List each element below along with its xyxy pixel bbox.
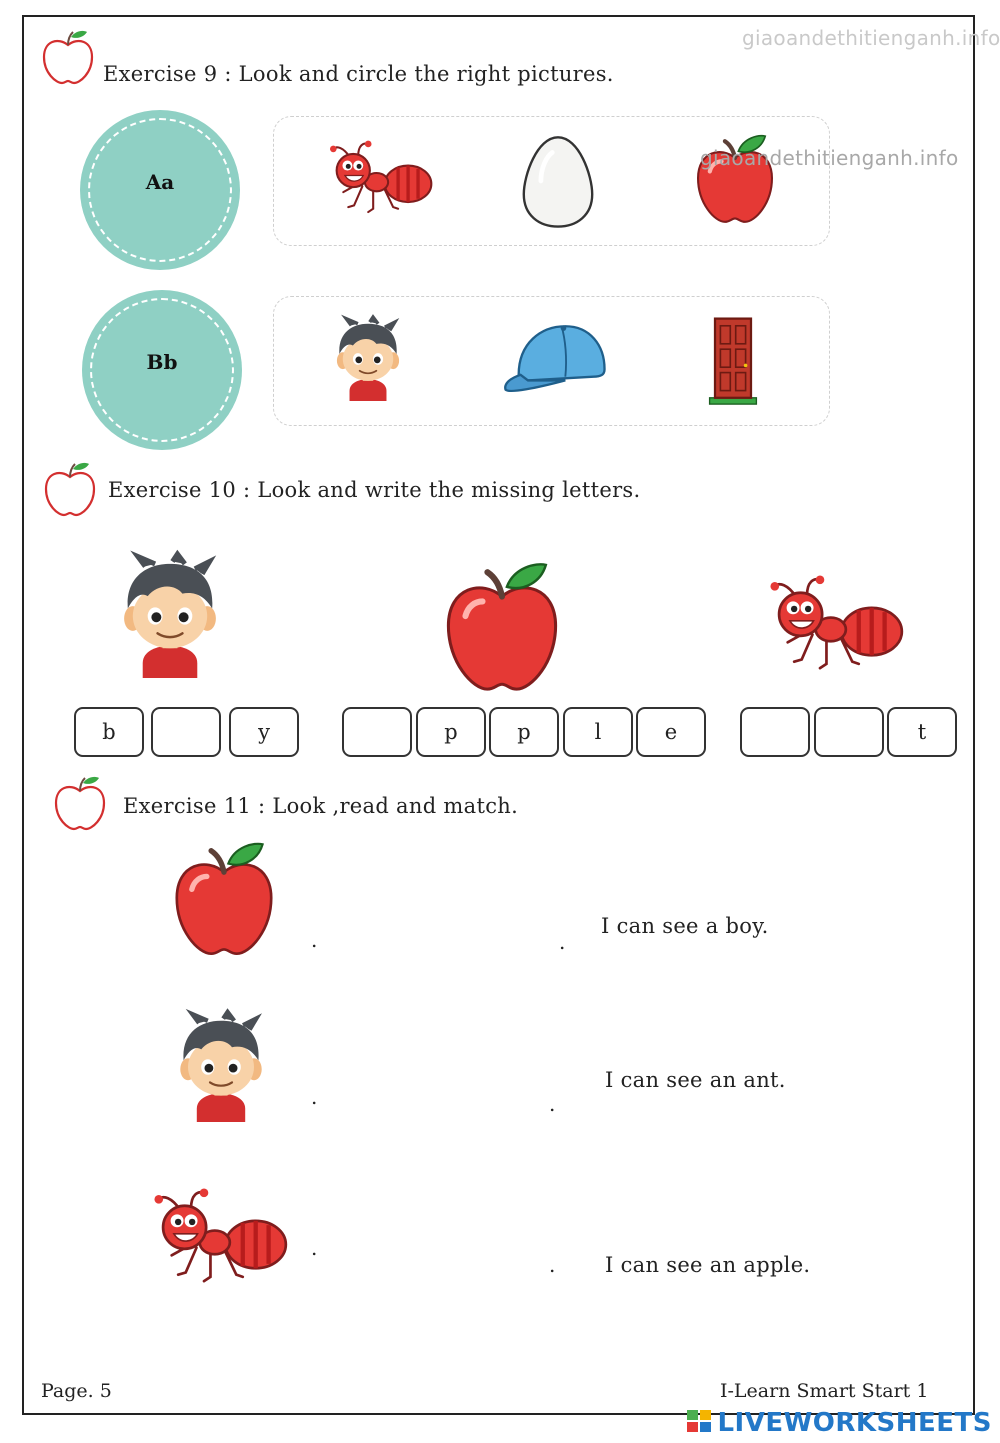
letter-box: e xyxy=(636,707,706,757)
exercise9-title: Exercise 9 : Look and circle the right pictures. xyxy=(103,62,614,86)
watermark-over-apple: giaoandethitienganh.info xyxy=(700,146,959,170)
match-dot-left[interactable]: . xyxy=(311,928,318,952)
sentence-apple: I can see an apple. xyxy=(605,1253,811,1277)
letter-input[interactable] xyxy=(342,707,412,757)
match-dot-left[interactable]: . xyxy=(311,1236,318,1260)
badge-aa-label: Aa xyxy=(145,170,175,194)
boy-icon xyxy=(166,1008,276,1126)
match-dot-right[interactable]: . xyxy=(549,1092,556,1116)
watermark-top: giaoandethitienganh.info xyxy=(742,26,1000,50)
letter-input[interactable] xyxy=(151,707,221,757)
liveworksheets-text: LIVEWORKSHEETS xyxy=(717,1408,992,1438)
cap-icon[interactable] xyxy=(500,318,612,398)
apple-outline-icon xyxy=(50,772,110,834)
boy-icon xyxy=(108,546,232,686)
letter-input[interactable] xyxy=(814,707,884,757)
exercise10-title: Exercise 10 : Look and write the missing letters. xyxy=(108,478,641,502)
ant-icon[interactable] xyxy=(325,136,433,220)
liveworksheets-logo[interactable] xyxy=(687,1408,992,1438)
liveworksheets-mark-icon xyxy=(687,1410,713,1434)
page-number: Page. 5 xyxy=(41,1380,112,1402)
letter-box: p xyxy=(416,707,486,757)
boy-icon[interactable] xyxy=(326,312,410,406)
apple-outline-icon xyxy=(40,458,100,520)
ant-icon xyxy=(148,1184,288,1290)
badge-aa xyxy=(80,110,240,270)
egg-icon[interactable] xyxy=(520,132,596,230)
sentence-ant: I can see an ant. xyxy=(605,1068,786,1092)
letter-input[interactable] xyxy=(740,707,810,757)
match-dot-right[interactable]: . xyxy=(559,930,566,954)
letter-box: p xyxy=(489,707,559,757)
match-dot-left[interactable]: . xyxy=(311,1085,318,1109)
apple-icon xyxy=(440,560,564,694)
exercise11-title: Exercise 11 : Look ,read and match. xyxy=(123,794,519,818)
letter-box: l xyxy=(563,707,633,757)
door-icon[interactable] xyxy=(706,314,760,406)
badge-bb-label: Bb xyxy=(146,350,178,374)
book-title: I-Learn Smart Start 1 xyxy=(720,1380,929,1402)
match-dot-right[interactable]: . xyxy=(549,1253,556,1277)
badge-bb xyxy=(82,290,242,450)
letter-box: y xyxy=(229,707,299,757)
letter-box: t xyxy=(887,707,957,757)
apple-icon xyxy=(170,840,278,958)
ant-icon xyxy=(764,572,904,676)
sentence-boy: I can see a boy. xyxy=(601,914,769,938)
apple-outline-icon xyxy=(38,26,98,88)
letter-box: b xyxy=(74,707,144,757)
